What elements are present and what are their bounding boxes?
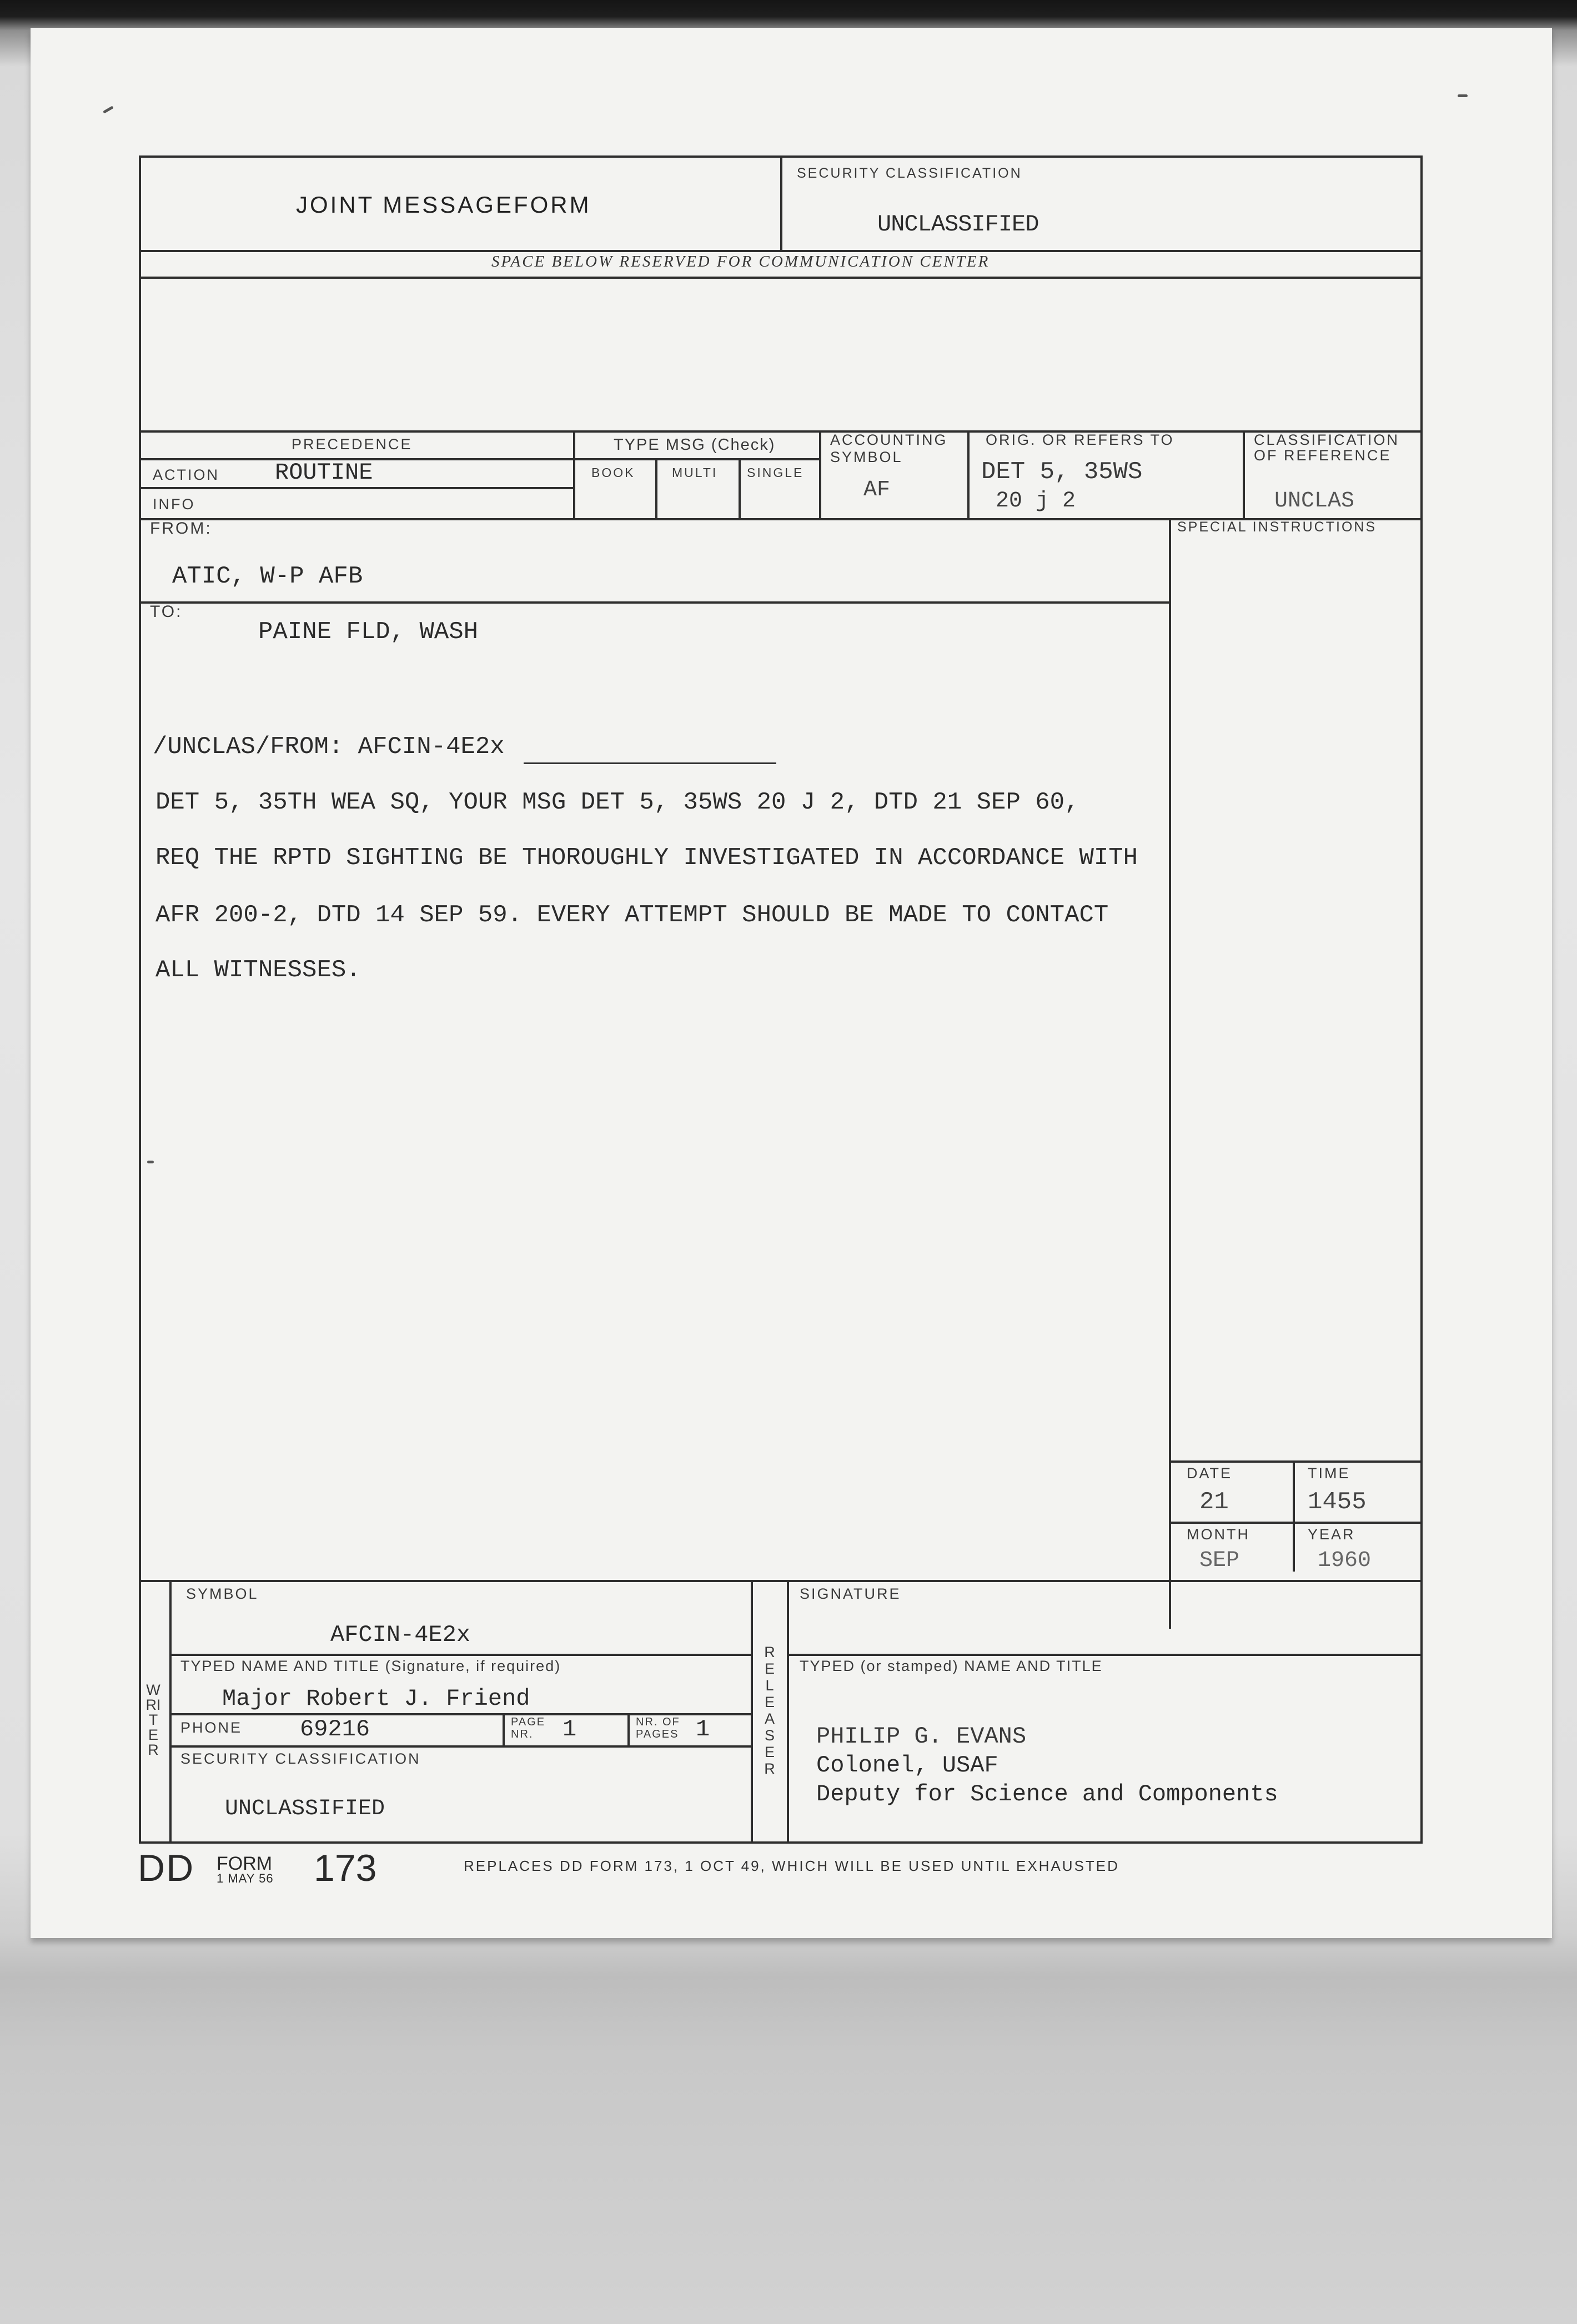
writer-inner-rule xyxy=(169,1580,172,1841)
page-number-value: 1 xyxy=(563,1716,577,1743)
message-line-3: AFR 200-2, DTD 14 SEP 59. EVERY ATTEMPT SHOULD BE MADE TO CONTACT xyxy=(155,901,1109,929)
classification-of-reference-label-1: CLASSIFICATION xyxy=(1254,431,1400,448)
date-label: DATE xyxy=(1187,1465,1233,1482)
message-line-1: DET 5, 35TH WEA SQ, YOUR MSG DET 5, 35WS 20 J 2, DTD 21 SEP 60, xyxy=(155,789,1079,816)
info-label: INFO xyxy=(153,496,195,513)
accounting-value: AF xyxy=(863,478,891,503)
comm-center-rule xyxy=(139,277,1423,279)
message-line-4: ALL WITNESSES. xyxy=(155,956,361,984)
writer-name-value: Major Robert J. Friend xyxy=(222,1685,530,1712)
writer-releaser-divider xyxy=(751,1580,753,1841)
time-label: TIME xyxy=(1308,1465,1350,1482)
releaser-side-label: RELEASER xyxy=(764,1644,775,1777)
from-label: FROM: xyxy=(150,519,212,538)
book-label: BOOK xyxy=(591,465,635,480)
title-divider xyxy=(780,155,782,250)
orig-classref-divider xyxy=(1243,430,1245,518)
writer-name-label: TYPED NAME AND TITLE (Signature, if required) xyxy=(180,1658,561,1674)
signature-label: SIGNATURE xyxy=(800,1585,901,1602)
form-border-bottom xyxy=(139,1841,1423,1844)
from-to-rule xyxy=(139,601,1169,604)
name-rule xyxy=(169,1713,751,1715)
from-value: ATIC, W-P AFB xyxy=(172,563,363,590)
datetime-divider xyxy=(1293,1460,1295,1572)
form-title: JOINT MESSAGEFORM xyxy=(296,192,591,218)
phone-label: PHONE xyxy=(180,1719,243,1736)
header-row-top-rule xyxy=(139,430,1423,433)
form-word: FORM xyxy=(217,1853,273,1874)
number-of-pages-label-2: PAGES xyxy=(636,1728,679,1740)
writer-block-top-rule xyxy=(139,1580,1423,1582)
type-accounting-divider xyxy=(819,430,821,518)
signature-rule xyxy=(787,1654,1423,1656)
security-classification-label: SECURITY CLASSIFICATION xyxy=(797,165,1022,181)
classification-of-reference-value: UNCLAS xyxy=(1274,489,1355,514)
single-label: SINGLE xyxy=(747,465,804,480)
symbol-rule xyxy=(169,1654,751,1656)
form-number: 173 xyxy=(314,1847,377,1889)
phone-value: 69216 xyxy=(300,1716,370,1743)
classification-of-reference-label-2: OF REFERENCE xyxy=(1254,447,1392,464)
action-label: ACTION xyxy=(153,466,220,483)
precedence-divider xyxy=(573,430,575,518)
type-msg-rule xyxy=(573,458,819,460)
comm-center-note: SPACE BELOW RESERVED FOR COMMUNICATION CENTER xyxy=(491,253,990,270)
datetime-mid-rule xyxy=(1169,1522,1423,1524)
page-number-label-1: PAGE xyxy=(511,1716,546,1728)
message-header-underline xyxy=(524,762,776,764)
speck xyxy=(1458,94,1468,97)
time-value: 1455 xyxy=(1308,1488,1367,1516)
number-of-pages-label-1: NR. OF xyxy=(636,1716,680,1728)
dd-mark: DD xyxy=(138,1847,195,1889)
month-value: SEP xyxy=(1199,1548,1240,1573)
action-value: ROUTINE xyxy=(275,459,373,486)
title-row-rule xyxy=(139,250,1423,252)
releaser-name-label: TYPED (or stamped) NAME AND TITLE xyxy=(800,1658,1103,1674)
writer-security-value: UNCLASSIFIED xyxy=(225,1796,385,1821)
year-value: 1960 xyxy=(1318,1548,1372,1573)
type-msg-label: TYPE MSG (Check) xyxy=(614,436,776,454)
writer-symbol-label: SYMBOL xyxy=(186,1585,259,1602)
orig-refers-label: ORIG. OR REFERS TO xyxy=(986,431,1174,448)
date-value: 21 xyxy=(1199,1488,1229,1516)
multi-single-divider xyxy=(739,458,741,518)
form-border-right xyxy=(1420,155,1423,1844)
writer-security-label: SECURITY CLASSIFICATION xyxy=(180,1750,421,1767)
replaces-note: REPLACES DD FORM 173, 1 OCT 49, WHICH WILL BE USED UNTIL EXHAUSTED xyxy=(464,1858,1119,1874)
speck xyxy=(147,1161,154,1163)
writer-symbol-value: AFCIN-4E2x xyxy=(330,1622,471,1648)
security-classification-value: UNCLASSIFIED xyxy=(877,211,1039,238)
special-instructions-label: SPECIAL INSTRUCTIONS xyxy=(1177,519,1377,535)
phone-page-divider xyxy=(503,1713,505,1745)
writer-side-label: WRITER xyxy=(145,1681,161,1758)
number-of-pages-value: 1 xyxy=(696,1716,710,1743)
orig-refers-value-2: 20 j 2 xyxy=(996,489,1076,514)
symbol-label: SYMBOL xyxy=(830,449,903,465)
form-border-left xyxy=(139,155,141,1844)
releaser-name-line-2: Colonel, USAF xyxy=(816,1752,998,1779)
multi-label: MULTI xyxy=(672,465,718,480)
to-value: PAINE FLD, WASH xyxy=(258,618,479,646)
book-multi-divider xyxy=(655,458,657,518)
message-header: /UNCLAS/FROM: AFCIN-4E2x xyxy=(153,733,505,761)
accounting-orig-divider xyxy=(967,430,970,518)
month-label: MONTH xyxy=(1187,1526,1250,1543)
releaser-name-line-3: Deputy for Science and Components xyxy=(816,1781,1278,1808)
releaser-name-line-1: PHILIP G. EVANS xyxy=(816,1723,1027,1750)
page-number-label-2: NR. xyxy=(511,1728,534,1740)
message-form-page xyxy=(31,28,1552,1938)
orig-refers-value-1: DET 5, 35WS xyxy=(981,458,1143,486)
year-label: YEAR xyxy=(1308,1526,1355,1543)
to-label: TO: xyxy=(150,603,183,621)
message-line-2: REQ THE RPTD SIGHTING BE THOROUGHLY INVESTIGATED IN ACCORDANCE WITH xyxy=(155,844,1138,872)
speck xyxy=(103,106,114,113)
action-info-rule xyxy=(139,487,573,489)
accounting-label: ACCOUNTING xyxy=(830,431,948,448)
form-date: 1 MAY 56 xyxy=(217,1871,274,1885)
page-pages-divider xyxy=(627,1713,630,1745)
phone-rule xyxy=(169,1745,751,1748)
datetime-top-rule xyxy=(1169,1460,1423,1463)
precedence-label: PRECEDENCE xyxy=(292,436,413,453)
releaser-inner-rule xyxy=(787,1580,789,1841)
